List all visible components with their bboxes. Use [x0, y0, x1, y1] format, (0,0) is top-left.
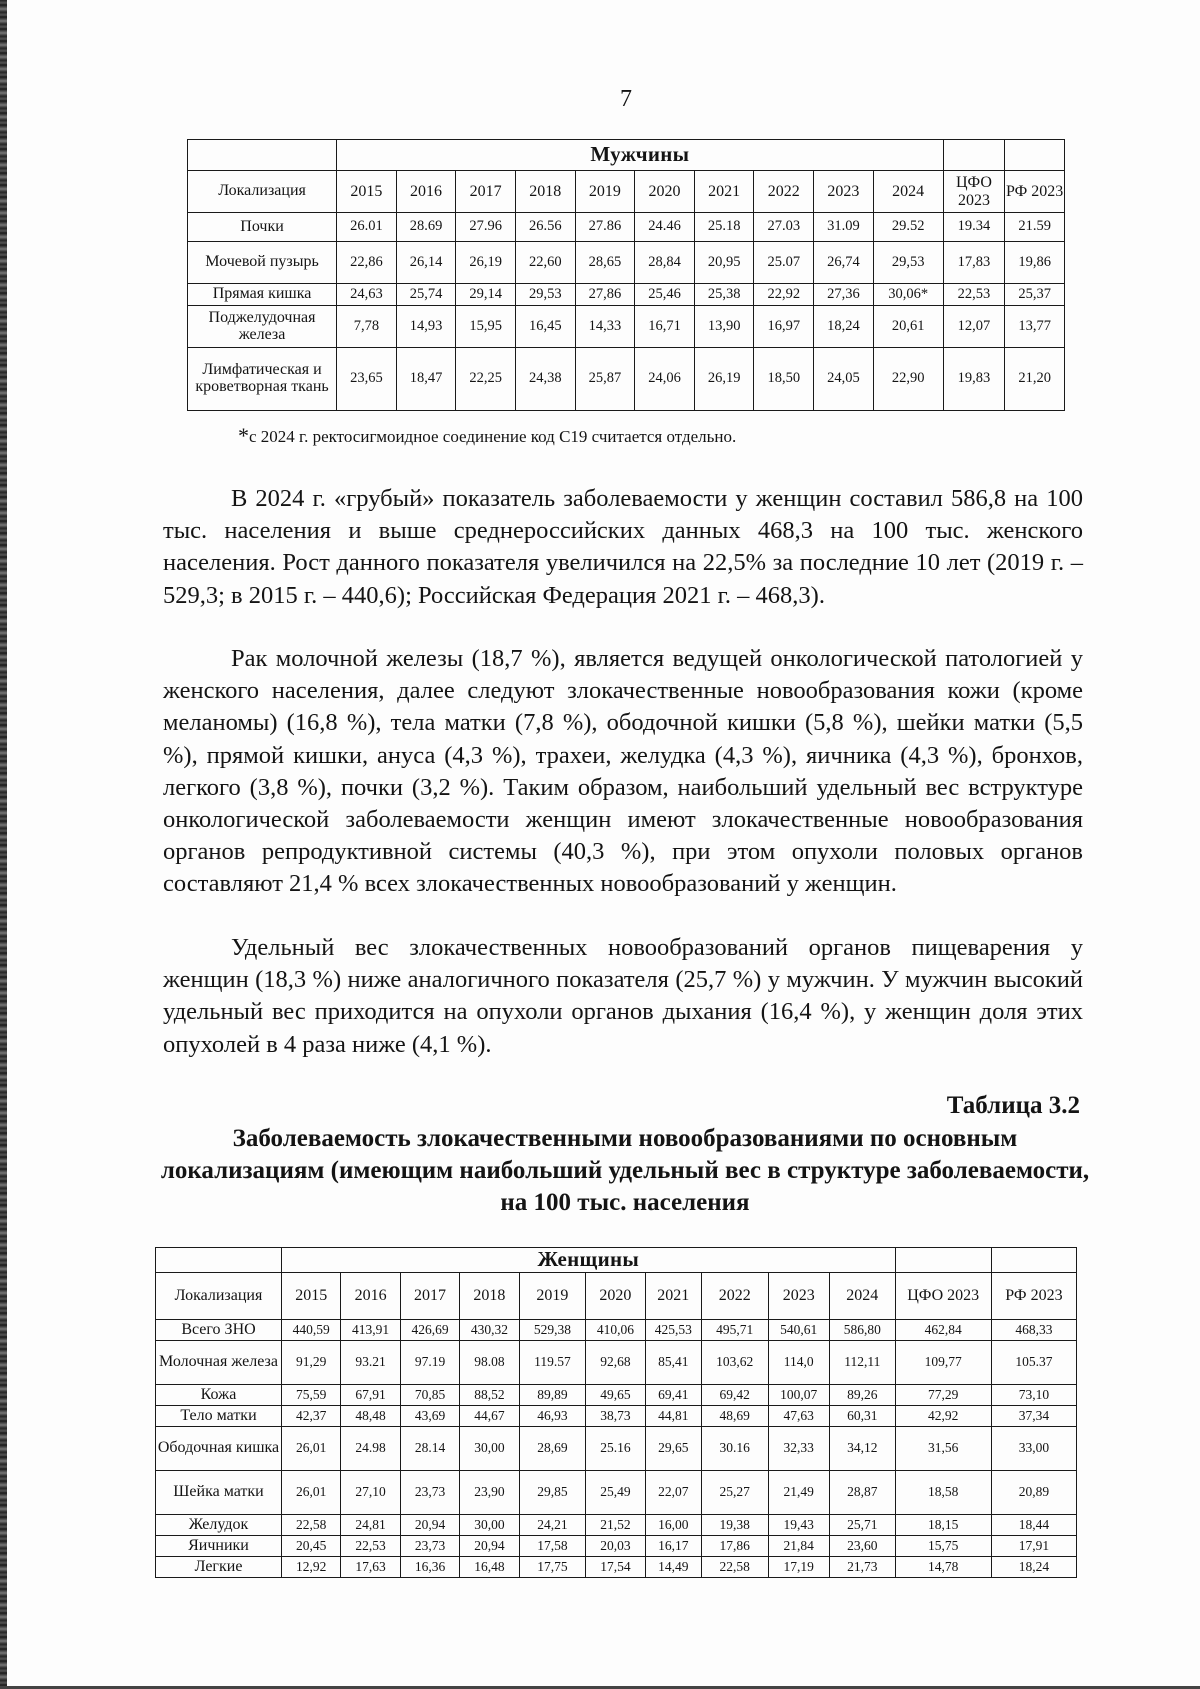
men-header-year: 2024	[873, 171, 943, 213]
cell: 34,12	[829, 1427, 895, 1471]
cell: 93.21	[341, 1341, 400, 1385]
page-number: 7	[620, 86, 632, 112]
cell: 92,68	[586, 1341, 645, 1385]
cell: 18,50	[754, 348, 814, 411]
cell: 17,63	[341, 1557, 400, 1578]
cell: 42,92	[895, 1406, 991, 1427]
cell: 100,07	[768, 1385, 829, 1406]
cell: 28.69	[396, 213, 456, 242]
cell: 15,95	[456, 306, 516, 348]
cell: 23,73	[400, 1471, 459, 1515]
cell: 49,65	[586, 1385, 645, 1406]
cell: 75,59	[282, 1385, 341, 1406]
women-header-year: 2023	[768, 1273, 829, 1320]
men-header-year: 2016	[396, 171, 456, 213]
paragraph-1: В 2024 г. «грубый» показатель заболеваемости у женщин составил 586,8 на 100 тыс. населения и выше среднероссийских данных 468,3 на 100 тыс. женского населения. Рост данного показателя увеличился на 22,5% за последние 10 лет (2019 г. – 529,3; в 2015 г. – 440,6); Российская Федерация 2021 г. – 468,3).	[163, 485, 1083, 609]
women-header-year: 2017	[400, 1273, 459, 1320]
row-label: Ободочная кишка	[156, 1427, 282, 1471]
cell: 462,84	[895, 1320, 991, 1341]
women-header-year: 2024	[829, 1273, 895, 1320]
cell: 16,45	[515, 306, 575, 348]
cell: 17,91	[991, 1536, 1076, 1557]
cell: 38,73	[586, 1406, 645, 1427]
cell: 47,63	[768, 1406, 829, 1427]
cell: 22,58	[701, 1557, 768, 1578]
cell: 19,43	[768, 1515, 829, 1536]
women-header-localization: Локализация	[156, 1273, 282, 1320]
women-row-cervix	[156, 1471, 1077, 1515]
men-empty-cfo	[943, 140, 1005, 171]
women-header-year: 2020	[586, 1273, 645, 1320]
cell: 119.57	[519, 1341, 586, 1385]
cell: 27.96	[456, 213, 516, 242]
cell: 17,19	[768, 1557, 829, 1578]
men-row-kidneys	[188, 213, 1065, 242]
cell: 468,33	[991, 1320, 1076, 1341]
cell: 25,87	[575, 348, 635, 411]
cell: 21,73	[829, 1557, 895, 1578]
men-row-lymphatic	[188, 348, 1065, 411]
cell: 60,31	[829, 1406, 895, 1427]
cell: 33,00	[991, 1427, 1076, 1471]
cell: 19,38	[701, 1515, 768, 1536]
men-header-year: 2020	[635, 171, 695, 213]
cell: 91,29	[282, 1341, 341, 1385]
cell: 44,81	[645, 1406, 701, 1427]
cell: 18,47	[396, 348, 456, 411]
women-row-breast	[156, 1341, 1077, 1385]
cell: 21,20	[1005, 348, 1065, 411]
cell: 22,60	[515, 242, 575, 284]
cell: 28.14	[400, 1427, 459, 1471]
cell: 43,69	[400, 1406, 459, 1427]
cell: 114,0	[768, 1341, 829, 1385]
cell: 18,58	[895, 1471, 991, 1515]
cell: 77,29	[895, 1385, 991, 1406]
cell: 20,61	[873, 306, 943, 348]
men-header-year: 2023	[814, 171, 874, 213]
cell: 495,71	[701, 1320, 768, 1341]
cell: 25,37	[1005, 284, 1065, 306]
cell: 22,53	[341, 1536, 400, 1557]
women-row-skin	[156, 1385, 1077, 1406]
footnote-star: *	[238, 423, 249, 448]
cell: 31.09	[814, 213, 874, 242]
men-row-bladder	[188, 242, 1065, 284]
cell: 14,78	[895, 1557, 991, 1578]
cell: 16,97	[754, 306, 814, 348]
cell: 21.59	[1005, 213, 1065, 242]
cell: 44,67	[460, 1406, 519, 1427]
cell: 26,19	[694, 348, 754, 411]
cell: 16,17	[645, 1536, 701, 1557]
cell: 30,00	[460, 1515, 519, 1536]
cell: 413,91	[341, 1320, 400, 1341]
row-label: Почки	[188, 213, 337, 242]
cell: 12,07	[943, 306, 1005, 348]
men-header-year: 2015	[337, 171, 397, 213]
cell: 14,93	[396, 306, 456, 348]
cell: 67,91	[341, 1385, 400, 1406]
women-group-row	[156, 1248, 1077, 1273]
cell: 112,11	[829, 1341, 895, 1385]
cell: 29,65	[645, 1427, 701, 1471]
cell: 18,24	[991, 1557, 1076, 1578]
cell: 22,25	[456, 348, 516, 411]
cell: 31,56	[895, 1427, 991, 1471]
cell: 22,86	[337, 242, 397, 284]
cell: 48,69	[701, 1406, 768, 1427]
footnote-text: с 2024 г. ректосигмоидное соединение код С19 считается отдельно.	[249, 427, 737, 446]
cell: 69,41	[645, 1385, 701, 1406]
cell: 24,21	[519, 1515, 586, 1536]
cell: 25,46	[635, 284, 695, 306]
cell: 24,06	[635, 348, 695, 411]
cell: 14,33	[575, 306, 635, 348]
cell: 30.16	[701, 1427, 768, 1471]
men-header-year: 2021	[694, 171, 754, 213]
men-header-row	[188, 171, 1065, 213]
row-label: Шейка матки	[156, 1471, 282, 1515]
cell: 16,36	[400, 1557, 459, 1578]
cell: 27.03	[754, 213, 814, 242]
cell: 20,45	[282, 1536, 341, 1557]
cell: 20,03	[586, 1536, 645, 1557]
cell: 73,10	[991, 1385, 1076, 1406]
cell: 26,14	[396, 242, 456, 284]
cell: 29.52	[873, 213, 943, 242]
cell: 26,01	[282, 1427, 341, 1471]
cell: 17,86	[701, 1536, 768, 1557]
cell: 19,86	[1005, 242, 1065, 284]
row-label: Кожа	[156, 1385, 282, 1406]
women-header-year: 2022	[701, 1273, 768, 1320]
women-row-total	[156, 1320, 1077, 1341]
cell: 18,15	[895, 1515, 991, 1536]
cell: 88,52	[460, 1385, 519, 1406]
cell: 22,92	[754, 284, 814, 306]
cell: 27,36	[814, 284, 874, 306]
cell: 25,38	[694, 284, 754, 306]
cell: 37,34	[991, 1406, 1076, 1427]
cell: 24,63	[337, 284, 397, 306]
cell: 26.01	[337, 213, 397, 242]
men-group-row	[188, 140, 1065, 171]
row-label: Тело матки	[156, 1406, 282, 1427]
cell: 16,71	[635, 306, 695, 348]
women-header-year: 2015	[282, 1273, 341, 1320]
cell: 29,85	[519, 1471, 586, 1515]
women-row-uterus-body	[156, 1406, 1077, 1427]
scan-edge-left	[0, 0, 7, 1689]
cell: 24.46	[635, 213, 695, 242]
cell: 23,90	[460, 1471, 519, 1515]
cell: 25.16	[586, 1427, 645, 1471]
cell: 24.98	[341, 1427, 400, 1471]
cell: 25,27	[701, 1471, 768, 1515]
cell: 17,75	[519, 1557, 586, 1578]
men-header-year: 2022	[754, 171, 814, 213]
women-header-year: 2021	[645, 1273, 701, 1320]
cell: 20,94	[460, 1536, 519, 1557]
cell: 529,38	[519, 1320, 586, 1341]
men-header-year: 2018	[515, 171, 575, 213]
cell: 440,59	[282, 1320, 341, 1341]
women-header-year: 2018	[460, 1273, 519, 1320]
cell: 19.34	[943, 213, 1005, 242]
women-header-rf: РФ 2023	[991, 1273, 1076, 1320]
cell: 29,53	[515, 284, 575, 306]
men-row-rectum	[188, 284, 1065, 306]
cell: 69,42	[701, 1385, 768, 1406]
cell: 7,78	[337, 306, 397, 348]
cell: 109,77	[895, 1341, 991, 1385]
row-label: Желудок	[156, 1515, 282, 1536]
cell: 27.86	[575, 213, 635, 242]
men-incidence-table	[187, 139, 1065, 411]
cell: 21,84	[768, 1536, 829, 1557]
cell: 22,58	[282, 1515, 341, 1536]
cell: 32,33	[768, 1427, 829, 1471]
women-row-stomach	[156, 1515, 1077, 1536]
men-empty-rf	[1005, 140, 1065, 171]
paragraph-3: Удельный вес злокачественных новообразований органов пищеварения у женщин (18,3 %) ниже аналогичного показателя (25,7 %) у мужчин. У мужчин высокий удельный вес приходится на опухоли органов дыхания (16,4 %), у женщин доля этих опухолей в 4 раза ниже (4,1 %).	[163, 934, 1083, 1058]
cell: 16,48	[460, 1557, 519, 1578]
men-row-pancreas	[188, 306, 1065, 348]
cell: 28,84	[635, 242, 695, 284]
cell: 25.07	[754, 242, 814, 284]
row-label: Мочевой пузырь	[188, 242, 337, 284]
cell: 20,89	[991, 1471, 1076, 1515]
cell: 70,85	[400, 1385, 459, 1406]
cell: 26,01	[282, 1471, 341, 1515]
cell: 20,94	[400, 1515, 459, 1536]
cell: 30,00	[460, 1427, 519, 1471]
cell: 24,05	[814, 348, 874, 411]
women-empty-corner	[156, 1248, 282, 1273]
men-header-rf: РФ 2023	[1005, 171, 1065, 213]
women-incidence-table	[155, 1247, 1077, 1578]
women-header-row	[156, 1273, 1077, 1320]
cell: 24,38	[515, 348, 575, 411]
cell: 27,10	[341, 1471, 400, 1515]
cell: 48,48	[341, 1406, 400, 1427]
table-title: Заболеваемость злокачественными новообразованиями по основным локализациям (имеющим наибольший удельный вес в структуре заболеваемости, на 100 тыс. населения	[160, 1125, 1090, 1216]
cell: 22,07	[645, 1471, 701, 1515]
row-label: Лимфатическая и кроветворная ткань	[188, 348, 337, 411]
cell: 29,14	[456, 284, 516, 306]
cell: 25,74	[396, 284, 456, 306]
cell: 22,53	[943, 284, 1005, 306]
cell: 20,95	[694, 242, 754, 284]
row-label: Молочная железа	[156, 1341, 282, 1385]
cell: 15,75	[895, 1536, 991, 1557]
women-group-title: Женщины	[282, 1248, 896, 1273]
cell: 17,83	[943, 242, 1005, 284]
women-header-year: 2016	[341, 1273, 400, 1320]
cell: 29,53	[873, 242, 943, 284]
men-header-year: 2019	[575, 171, 635, 213]
women-header-cfo: ЦФО 2023	[895, 1273, 991, 1320]
cell: 23,73	[400, 1536, 459, 1557]
men-header-year: 2017	[456, 171, 516, 213]
cell: 410,06	[586, 1320, 645, 1341]
row-label: Прямая кишка	[188, 284, 337, 306]
cell: 16,00	[645, 1515, 701, 1536]
cell: 23,65	[337, 348, 397, 411]
cell: 425,53	[645, 1320, 701, 1341]
cell: 25,49	[586, 1471, 645, 1515]
cell: 28,69	[519, 1427, 586, 1471]
cell: 89,26	[829, 1385, 895, 1406]
cell: 17,58	[519, 1536, 586, 1557]
men-header-localization: Локализация	[188, 171, 337, 213]
cell: 30,06*	[873, 284, 943, 306]
cell: 98.08	[460, 1341, 519, 1385]
cell: 21,49	[768, 1471, 829, 1515]
cell: 105.37	[991, 1341, 1076, 1385]
cell: 25,71	[829, 1515, 895, 1536]
men-group-title: Мужчины	[337, 140, 944, 171]
cell: 426,69	[400, 1320, 459, 1341]
cell: 13,77	[1005, 306, 1065, 348]
cell: 28,87	[829, 1471, 895, 1515]
cell: 89,89	[519, 1385, 586, 1406]
cell: 18,44	[991, 1515, 1076, 1536]
cell: 540,61	[768, 1320, 829, 1341]
cell: 46,93	[519, 1406, 586, 1427]
cell: 28,65	[575, 242, 635, 284]
cell: 27,86	[575, 284, 635, 306]
cell: 17,54	[586, 1557, 645, 1578]
cell: 25.18	[694, 213, 754, 242]
women-empty-cfo	[895, 1248, 991, 1273]
men-header-cfo: ЦФО 2023	[943, 171, 1005, 213]
cell: 26,74	[814, 242, 874, 284]
men-table-footnote	[238, 422, 736, 448]
cell: 23,60	[829, 1536, 895, 1557]
row-label: Поджелудочная железа	[188, 306, 337, 348]
women-header-year: 2019	[519, 1273, 586, 1320]
cell: 24,81	[341, 1515, 400, 1536]
cell: 14,49	[645, 1557, 701, 1578]
women-empty-rf	[991, 1248, 1076, 1273]
cell: 22,90	[873, 348, 943, 411]
table-number: Таблица 3.2	[946, 1092, 1080, 1119]
paragraph-2: Рак молочной железы (18,7 %), является ведущей онкологической патологией у женского населения, далее следуют злокачественные новообразования кожи (кроме меланомы) (16,8 %), тела матки (7,8 %), ободочной кишки (5,8 %), шейки матки (5,5 %), прямой кишки, ануса (4,3 %), трахеи, желудка (4,3 %), яичника (4,3 %), бронхов, легкого (3,8 %), почки (3,2 %). Таким образом, наибольший удельный вес вструктуре онкологической заболеваемости женщин имеют злокачественные новообразования органов репродуктивной системы (40,3 %), при этом опухоли половых органов составляют 21,4 % всех злокачественных новообразований у женщин.	[163, 645, 1083, 898]
women-row-colon	[156, 1427, 1077, 1471]
cell: 430,32	[460, 1320, 519, 1341]
row-label: Яичники	[156, 1536, 282, 1557]
cell: 26,19	[456, 242, 516, 284]
cell: 103,62	[701, 1341, 768, 1385]
men-empty-corner	[188, 140, 337, 171]
cell: 26.56	[515, 213, 575, 242]
row-label: Всего ЗНО	[156, 1320, 282, 1341]
cell: 21,52	[586, 1515, 645, 1536]
women-row-ovaries	[156, 1536, 1077, 1557]
women-row-lungs	[156, 1557, 1077, 1578]
cell: 12,92	[282, 1557, 341, 1578]
cell: 586,80	[829, 1320, 895, 1341]
cell: 19,83	[943, 348, 1005, 411]
cell: 18,24	[814, 306, 874, 348]
cell: 97.19	[400, 1341, 459, 1385]
row-label: Легкие	[156, 1557, 282, 1578]
cell: 13,90	[694, 306, 754, 348]
cell: 85,41	[645, 1341, 701, 1385]
cell: 42,37	[282, 1406, 341, 1427]
